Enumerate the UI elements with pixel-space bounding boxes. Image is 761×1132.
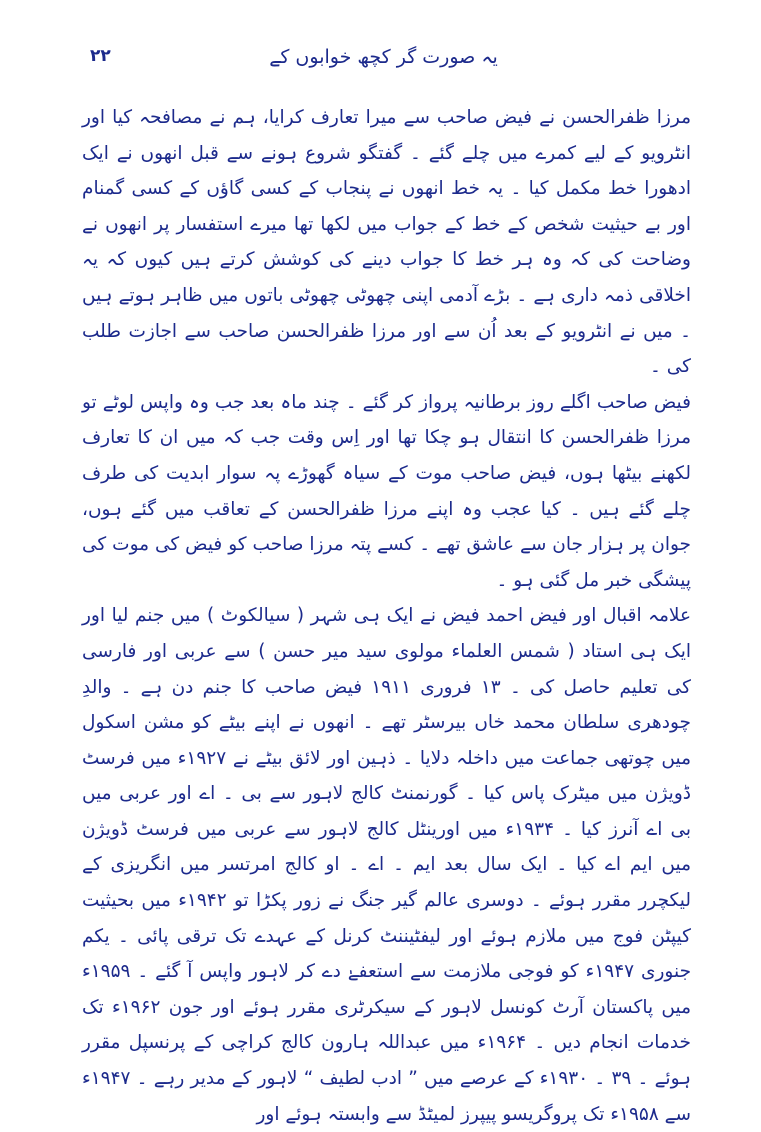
paragraph-2: فیض صاحب اگلے روز برطانیہ پرواز کر گئے ۔ چند ماہ بعد جب وہ واپس لوٹے تو مرزا ظفرالحسن کا انتقال ہو چکا تھا اور اِس وقت جب کہ میں ان کا تعارف لکھنے بیٹھا ہوں، فیض صاحب موت کے سیاہ گھوڑے پہ سوار ابدیت کی طرف چلے گئے ہیں ۔ کیا عجب وہ اپنے مرزا ظفرالحسن کے تعاقب میں گئے ہوں، جوان پر ہزار جان سے عاشق تھے ۔ کسے پتہ مرزا صاحب کو فیض کی موت کی پیشگی خبر مل گئی ہو ۔ (82, 391, 691, 591)
paragraph-1: مرزا ظفرالحسن نے فیض صاحب سے میرا تعارف کرایا، ہم نے مصافحہ کیا اور انٹرویو کے لیے کمرے میں چلے گئے ۔ گفتگو شروع ہونے سے قبل انھوں نے ایک ادھورا خط مکمل کیا ۔ یہ خط انھوں نے پنجاب کے کسی گاؤں کے کسی گمنام اور بے حیثیت شخص کے خط کے جواب میں لکھا تھا میرے استفسار پر انھوں نے وضاحت کی کہ وہ ہر خط کا جواب دینے کی کوشش کرتے ہیں کیوں کہ یہ اخلاقی ذمہ داری ہے ۔ بڑے آدمی اپنی چھوٹی چھوٹی باتوں میں ظاہر ہوتے ہیں ۔ میں نے انٹرویو کے بعد اُن سے اور مرزا ظفرالحسن صاحب سے اجازت طلب کی ۔ (82, 107, 691, 378)
page-number: ۲۲ (90, 46, 111, 66)
paragraph-3: علامہ اقبال اور فیض احمد فیض نے ایک ہی شہر ( سیالکوٹ ) میں جنم لیا اور ایک ہی استاد ( شمس العلماء مولوی سید میر حسن ) سے عربی اور فارسی کی تعلیم حاصل کی ۔ ۱۳ فروری ۱۹۱۱ فیض صاحب کا جنم دن ہے ۔ والدِ چودھری سلطان محمد خاں بیرسٹر تھے ۔ انھوں نے اپنے بیٹے کو مشن اسکول میں چوتھی جماعت میں داخلہ دلایا ۔ ذہین اور لائق بیٹے نے ۱۹۲۷ء میں فرسٹ ڈویژن میں میٹرک پاس کیا ۔ گورنمنٹ کالج لاہور سے بی ۔ اے اور عربی میں بی اے آنرز کیا ۔ ۱۹۳۴ء میں اورینٹل کالج لاہور سے عربی میں فرسٹ ڈویژن میں ایم اے کیا ۔ ایک سال بعد ایم ۔ اے ۔ او کالج امرتسر میں انگریزی کے لیکچرر مقرر ہوئے ۔ دوسری عالم گیر جنگ نے زور پکڑا تو ۱۹۴۲ء میں بحیثیت کیپٹن فوج میں ملازم ہوئے اور لیفٹیننٹ کرنل کے عہدے تک ترقی پائی ۔ یکم جنوری ۱۹۴۷ء کو فوجی ملازمت سے استعفےٰ دے کر لاہور واپس آ گئے ۔ ۱۹۵۹ء میں پاکستان آرٹ کونسل لاہور کے سیکرٹری مقرر ہوئے اور جون ۱۹۶۲ء تک خدمات انجام دیں ۔ ۱۹۶۴ء میں عبداللہ ہارون کالج کراچی کے پرنسپل مقرر ہوئے ۔ ۳۹ ۔ ۱۹۳۰ء کے عرصے میں ” ادب لطیف “ لاہور کے مدیر رہے ۔ ۱۹۴۷ء سے ۱۹۵۸ء تک پروگریسو پیپرز لمیٹڈ سے وابستہ ہوئے اور (82, 605, 692, 1125)
body-text (82, 100, 691, 1132)
running-title: یہ صورت گر کچھ خوابوں کے (269, 46, 498, 68)
page-header (90, 44, 677, 84)
